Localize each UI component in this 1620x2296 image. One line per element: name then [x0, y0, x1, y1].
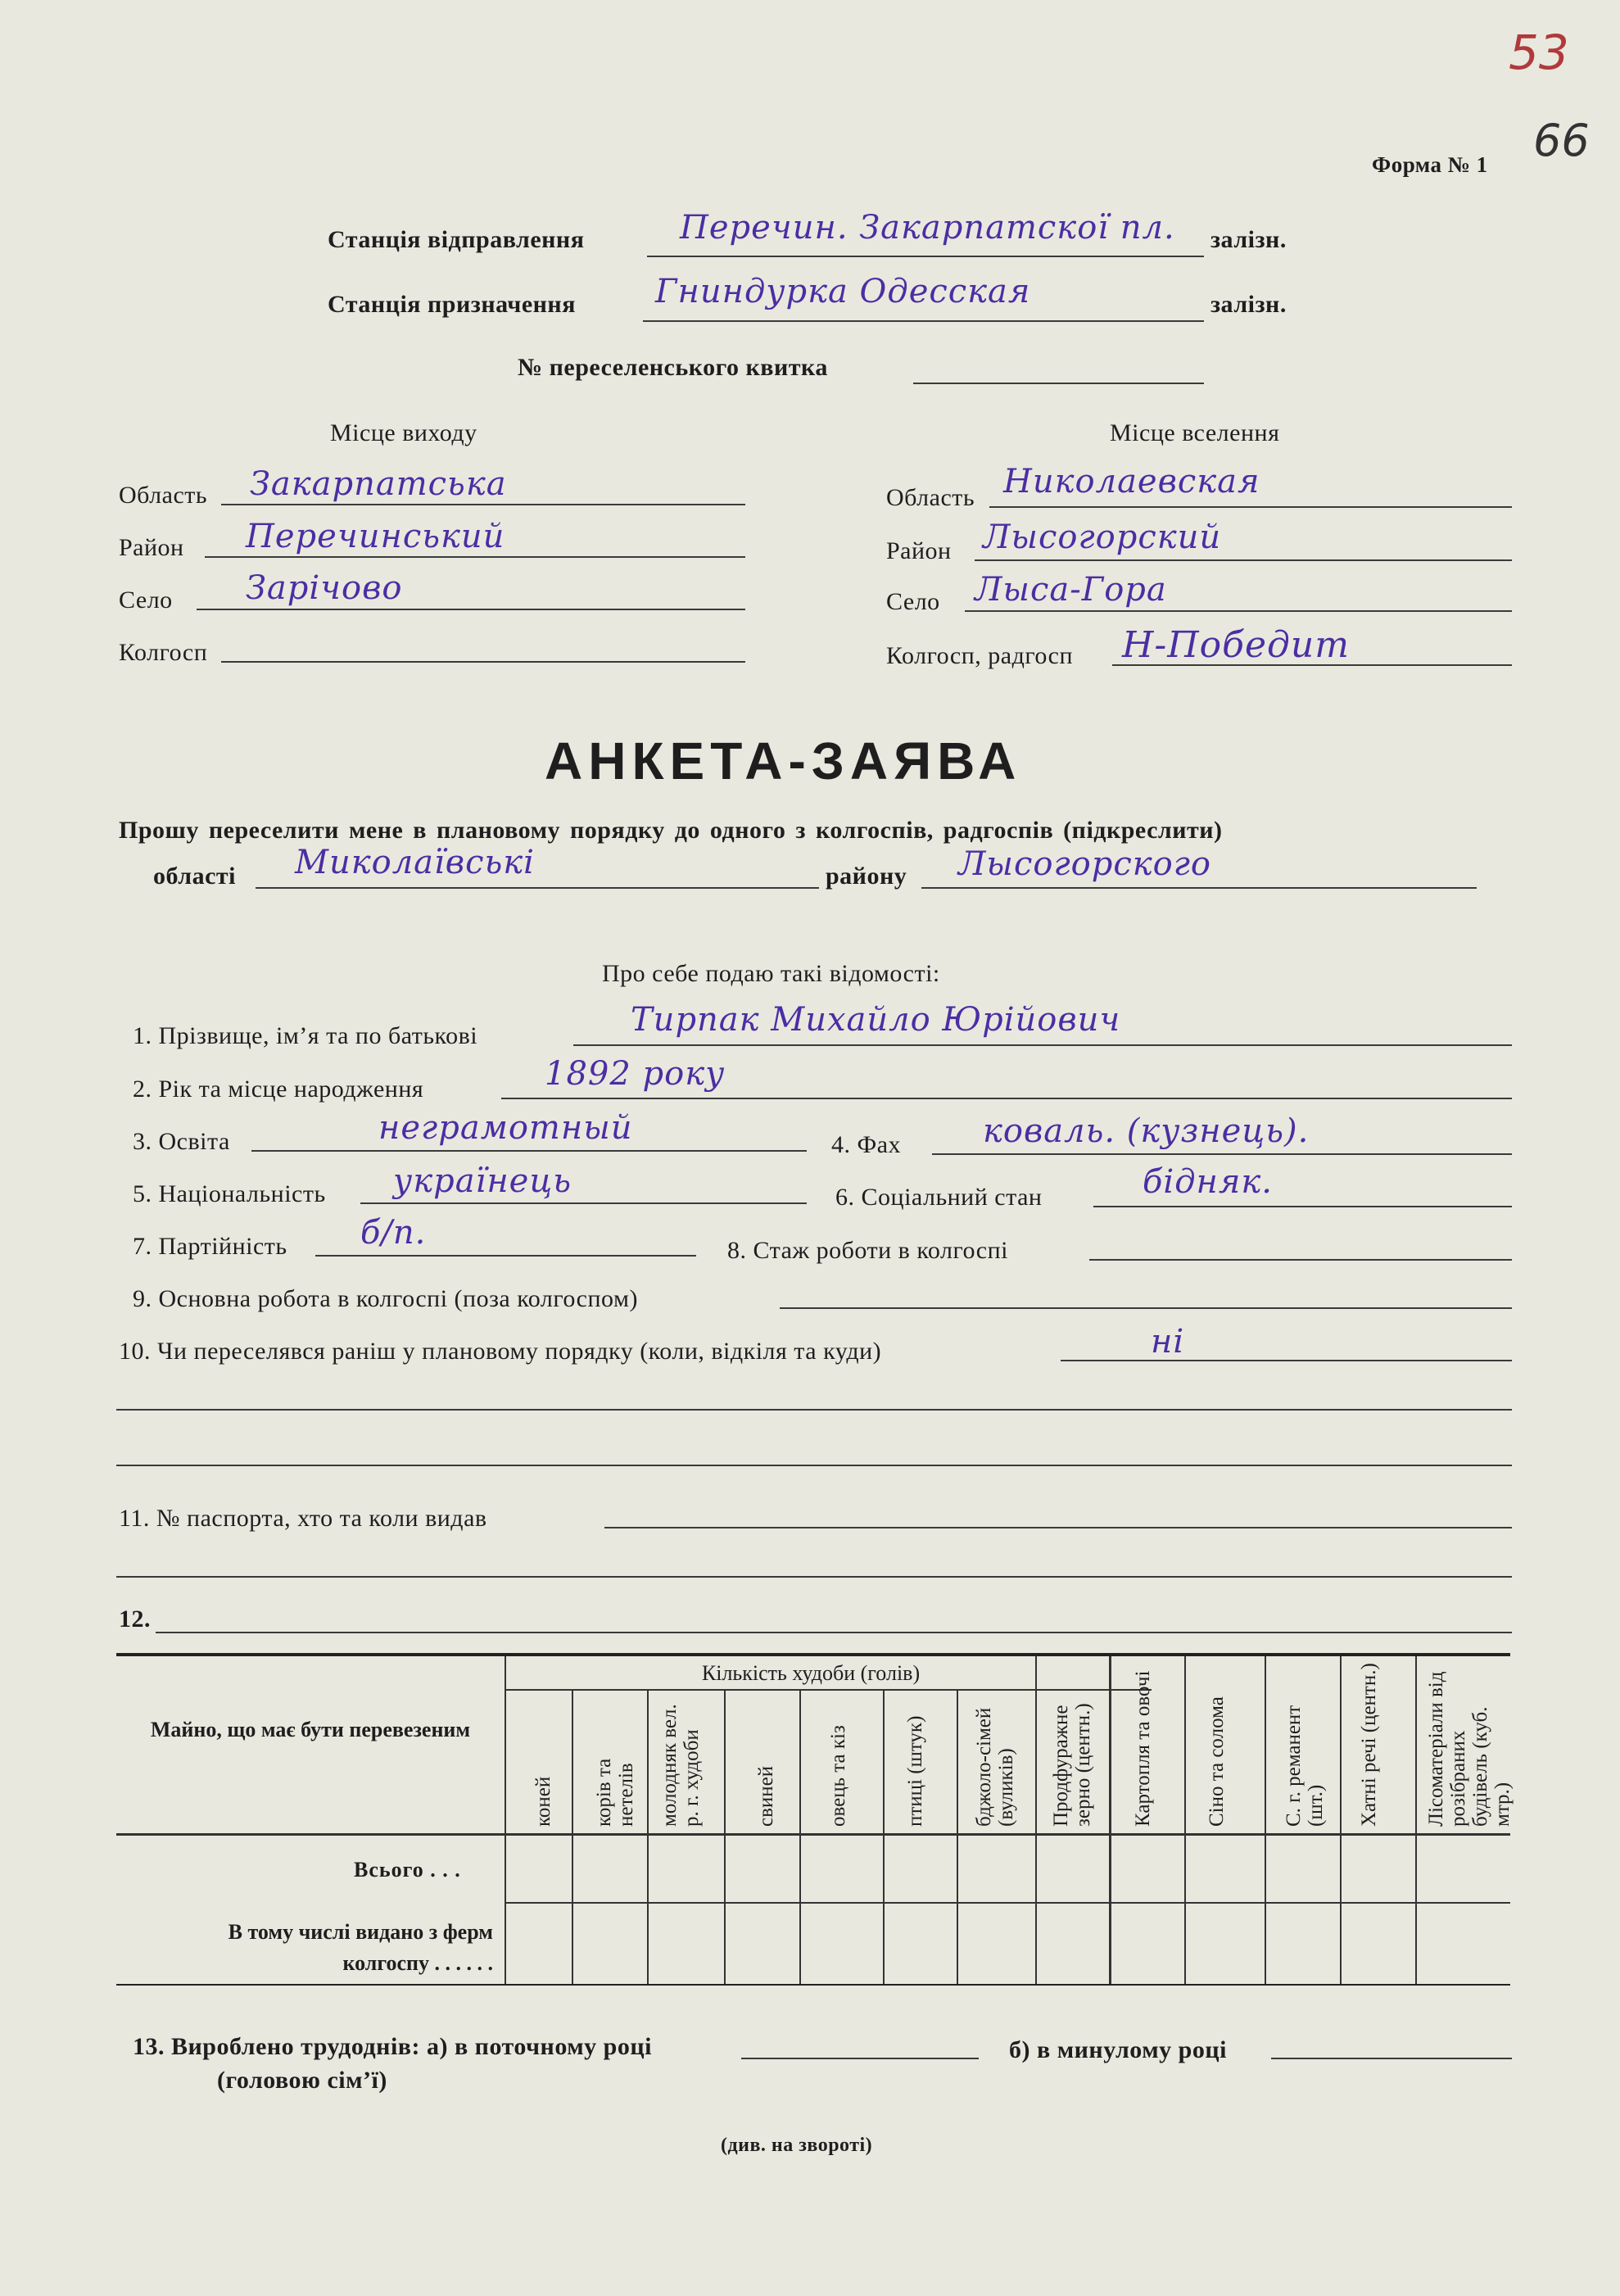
q13-b-label: б) в минулому році	[1009, 2036, 1227, 2063]
q4-label: 4. Фах	[831, 1131, 902, 1158]
station-departure-suffix: залізн.	[1210, 226, 1287, 253]
dest-selo-value: Лыса-Гора	[975, 571, 1167, 609]
property-table	[116, 1653, 1514, 1986]
dest-kolhosp-label: Колгосп, радгосп	[886, 642, 1074, 669]
station-departure-value: Перечин. Закарпатскої пл.	[680, 209, 1175, 247]
q1-label: 1. Прізвище, ім’я та по батькові	[133, 1022, 478, 1049]
q13-label: 13. Вироблено трудоднів: а) в поточному році	[133, 2033, 652, 2060]
col-pigs: свиней	[755, 1765, 777, 1827]
property-header: Майно, що має бути перевезеним	[150, 1718, 471, 1741]
station-destination-label: Станція призначення	[328, 291, 576, 318]
origin-oblast-label: Область	[119, 482, 208, 509]
col-horses: коней	[532, 1776, 554, 1827]
q3-value: неграмотный	[378, 1109, 633, 1147]
form-title: АНКЕТА-ЗАЯВА	[545, 731, 1022, 790]
archive-number-gray: 66	[1533, 115, 1590, 166]
q12-label: 12.	[119, 1605, 151, 1633]
q8-label: 8. Стаж роботи в колгоспі	[727, 1237, 1008, 1264]
dest-raion-label: Район	[886, 537, 952, 564]
origin-heading: Місце виходу	[330, 419, 477, 446]
destination-heading: Місце вселення	[1110, 419, 1280, 446]
q10-label: 10. Чи переселявся раніш у плановому порядку (коли, відкіля та куди)	[119, 1338, 882, 1365]
row-total-label: Всього . . .	[354, 1858, 461, 1882]
request-raion-label: району	[826, 863, 907, 890]
info-intro: Про себе подаю такі відомості:	[602, 960, 940, 987]
dest-raion-value: Лысогорский	[983, 519, 1222, 556]
col-cows: корів та нетелів	[593, 1758, 637, 1827]
col-young-cattle: молодняк вел. р. г. худоби	[658, 1704, 703, 1827]
origin-oblast-value: Закарпатська	[250, 465, 507, 503]
col-household-goods: Хатні речі (центн.)	[1358, 1663, 1380, 1827]
q10-value: ні	[1151, 1323, 1185, 1361]
ticket-label: № переселенського квитка	[518, 354, 828, 381]
col-potatoes: Картопля та овочі	[1132, 1670, 1154, 1827]
q7-label: 7. Партійність	[133, 1233, 287, 1260]
col-hay-straw: Сіно та солома	[1206, 1696, 1228, 1827]
footer-note: (див. на звороті)	[721, 2135, 873, 2156]
q1-value: Тирпак Михайло Юрійович	[631, 1001, 1121, 1039]
q7-value: б/п.	[360, 1214, 427, 1252]
q11-label: 11. № паспорта, хто та коли видав	[119, 1505, 487, 1532]
request-oblast-label: області	[153, 863, 236, 890]
request-text: Прошу переселити мене в плановому порядку до одного з колгоспів, радгоспів (підкреслити)	[119, 817, 1223, 844]
q5-value: українець	[393, 1162, 572, 1200]
station-departure-label: Станція відправлення	[328, 226, 585, 253]
q2-value: 1892 року	[545, 1055, 726, 1093]
dest-selo-label: Село	[886, 588, 940, 615]
row-issued-label: В тому числі видано з ферм колгоспу . . . . . .	[228, 1920, 493, 1975]
q2-label: 2. Рік та місце народження	[133, 1076, 424, 1103]
q6-label: 6. Соціальний стан	[835, 1184, 1043, 1211]
archive-number-red: 53	[1509, 25, 1569, 80]
q5-label: 5. Національність	[133, 1180, 326, 1207]
q9-label: 9. Основна робота в колгоспі (поза колгоспом)	[133, 1285, 638, 1312]
q3-label: 3. Освіта	[133, 1128, 230, 1155]
station-destination-value: Гниндурка Одесская	[655, 273, 1031, 310]
request-oblast-value: Миколаївські	[295, 844, 535, 881]
station-destination-suffix: залізн.	[1210, 291, 1287, 318]
q13-sub: (головою сім’ї)	[217, 2067, 387, 2094]
origin-selo-label: Село	[119, 586, 173, 614]
col-sheep-goats: овець та кіз	[827, 1725, 849, 1827]
origin-raion-label: Район	[119, 534, 184, 561]
livestock-header: Кількість худоби (голів)	[701, 1661, 921, 1685]
col-timber: Лісоматеріали від розібраних будівель (куб. мтр.)	[1425, 1671, 1514, 1827]
origin-selo-value: Зарічово	[246, 569, 403, 607]
dest-oblast-value: Николаевская	[1003, 463, 1260, 500]
q4-value: коваль. (кузнець).	[983, 1112, 1310, 1150]
dest-kolhosp-value: Н-Победит	[1122, 624, 1350, 666]
col-farm-implements: С. г. реманент (шт.)	[1283, 1705, 1327, 1827]
dest-oblast-label: Область	[886, 484, 975, 511]
col-grain: Продфуражне зерно (центн.)	[1050, 1703, 1094, 1827]
col-bee-colonies: бджоло-сімей (вуликів)	[973, 1707, 1017, 1827]
q6-value: бідняк.	[1143, 1163, 1273, 1201]
form-number: Форма № 1	[1372, 152, 1488, 177]
origin-kolhosp-label: Колгосп	[119, 639, 208, 666]
request-raion-value: Лысогорского	[958, 845, 1212, 883]
origin-raion-value: Перечинський	[246, 518, 505, 555]
col-poultry: птиці (штук)	[904, 1715, 926, 1827]
